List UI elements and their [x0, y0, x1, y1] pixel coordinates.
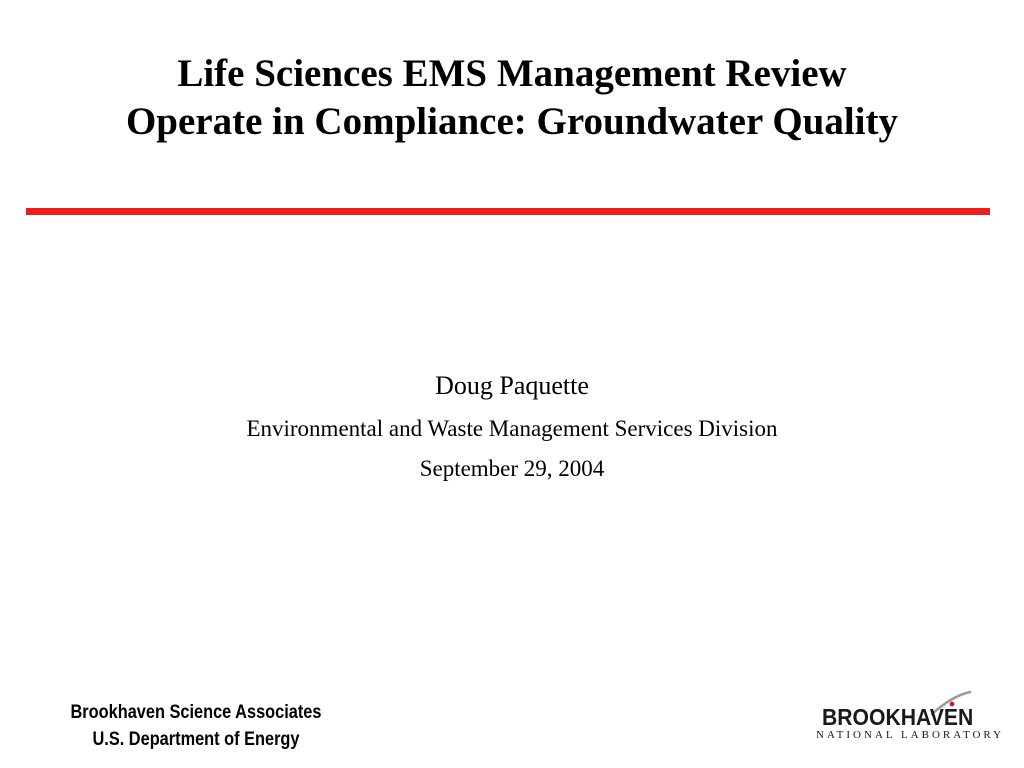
footer-organization: [62, 699, 330, 753]
title-divider-rule: [26, 208, 990, 215]
footer-org-line-2: U.S. Department of Energy: [92, 729, 300, 750]
presenter-name: Doug Paquette: [435, 371, 589, 400]
footer-org-line-1: Brookhaven Science Associates: [70, 702, 322, 723]
presentation-date: September 29, 2004: [419, 456, 605, 481]
brookhaven-logo: [812, 690, 1012, 746]
logo-subtitle: NATIONAL LABORATORY: [816, 729, 1005, 741]
presenter-division: Environmental and Waste Management Services Division: [246, 416, 778, 441]
logo-wordmark: BROOKHAVEN: [822, 704, 974, 730]
presenter-info: [0, 368, 1024, 484]
slide-title: [0, 50, 1024, 146]
title-line-1: Life Sciences EMS Management Review: [177, 52, 847, 95]
title-line-2: Operate in Compliance: Groundwater Quality: [125, 100, 899, 143]
